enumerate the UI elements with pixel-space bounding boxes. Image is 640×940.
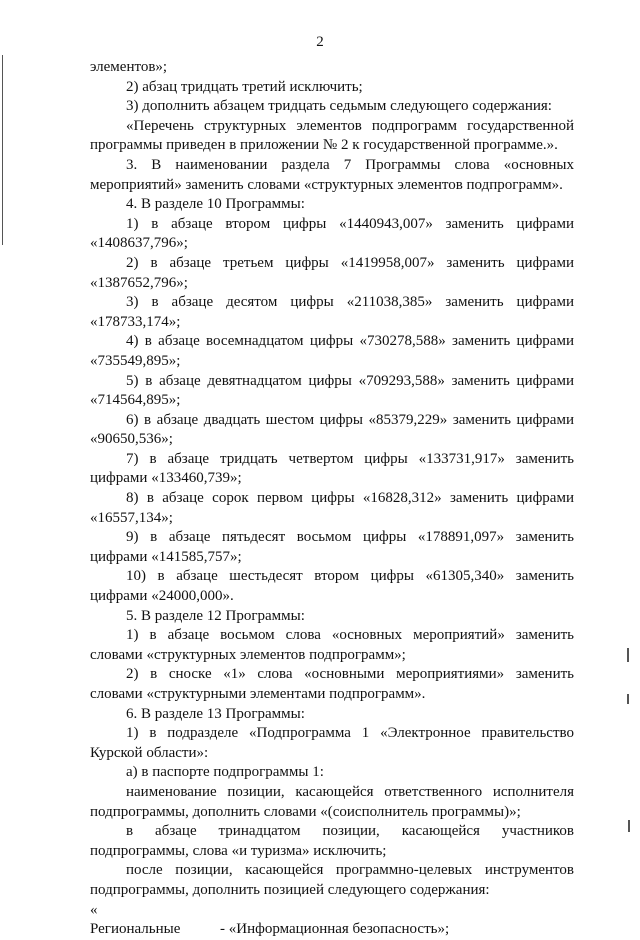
list-item: 9) в абзаце пятьдесят восьмом цифры «178891,097» заменить цифрами «141585,757»; (90, 529, 574, 565)
passport-row-term: Региональные (90, 921, 181, 938)
paragraph: 3. В наименовании раздела 7 Программы слова «основных мероприятий» заменить словами «структурных элементов подпрограмм». (90, 156, 574, 193)
opening-quote: « (90, 901, 98, 918)
list-item: 1) в абзаце восьмом слова «основных мероприятий» заменить словами «структурных элементов подпрограмм»; (90, 627, 574, 663)
list-item: 3) в абзаце десятом цифры «211038,385» заменить цифрами «178733,174»; (90, 294, 574, 330)
scan-margin-dash (627, 694, 629, 704)
scan-margin-dash (628, 820, 630, 832)
list-item: 8) в абзаце сорок первом цифры «16828,312» заменить цифрами «16557,134»; (90, 490, 574, 526)
paragraph: после позиции, касающейся программно-целевых инструментов подпрограммы, дополнить позицией следующего содержания: (90, 862, 574, 898)
document-body (90, 58, 574, 940)
section-heading: 4. В разделе 10 Программы: (126, 196, 305, 213)
list-item: 5) в абзаце девятнадцатом цифры «709293,588» заменить цифрами «714564,895»; (90, 372, 574, 409)
paragraph: наименование позиции, касающейся ответственного исполнителя подпрограммы, дополнить словами «(соисполнитель программы)»; (90, 783, 574, 820)
list-item: 2) в абзаце третьем цифры «1419958,007» заменить цифрами «1387652,796»; (90, 254, 574, 291)
list-item: 1) в абзаце втором цифры «1440943,007» заменить цифрами «1408637,796»; (90, 215, 574, 252)
paragraph: элементов»; (90, 59, 168, 75)
paragraph: в абзаце тринадцатом позиции, касающейся участников подпрограммы, слова «и туризма» исключить; (90, 823, 574, 859)
list-item: 4) в абзаце восемнадцатом цифры «730278,588» заменить цифрами «735549,895»; (90, 333, 574, 369)
paragraph: 3) дополнить абзацем тридцать седьмым следующего содержания: (126, 98, 552, 115)
paragraph: «Перечень структурных элементов подпрограмм государственной программы приведен в приложении № 2 к государственной программе.». (90, 117, 574, 154)
section-heading: 6. В разделе 13 Программы: (126, 705, 305, 722)
paragraph: 2) абзац тридцать третий исключить; (126, 78, 363, 95)
section-heading: 5. В разделе 12 Программы: (126, 607, 305, 624)
list-item: 1) в подразделе «Подпрограмма 1 «Электронное правительство Курской области»: (90, 725, 574, 761)
passport-row-description: - «Информационная безопасность»; (220, 921, 450, 938)
list-item: 7) в абзаце тридцать четвертом цифры «133731,917» заменить цифрами «133460,739»; (90, 450, 574, 487)
list-item: 6) в абзаце двадцать шестом цифры «85379,229» заменить цифрами «90650,536»; (90, 411, 574, 448)
page-number: 2 (316, 34, 324, 50)
passport-row-regional (90, 920, 574, 940)
list-item: 2) в сноске «1» слова «основными мероприятиями» заменить словами «структурными элементами подпрограмм». (90, 666, 574, 702)
list-item: 10) в абзаце шестьдесят втором цифры «61305,340» заменить цифрами «24000,000». (90, 568, 574, 605)
scan-margin-line (2, 55, 3, 245)
list-item: а) в паспорте подпрограммы 1: (126, 764, 324, 781)
scan-margin-dash (627, 648, 629, 662)
